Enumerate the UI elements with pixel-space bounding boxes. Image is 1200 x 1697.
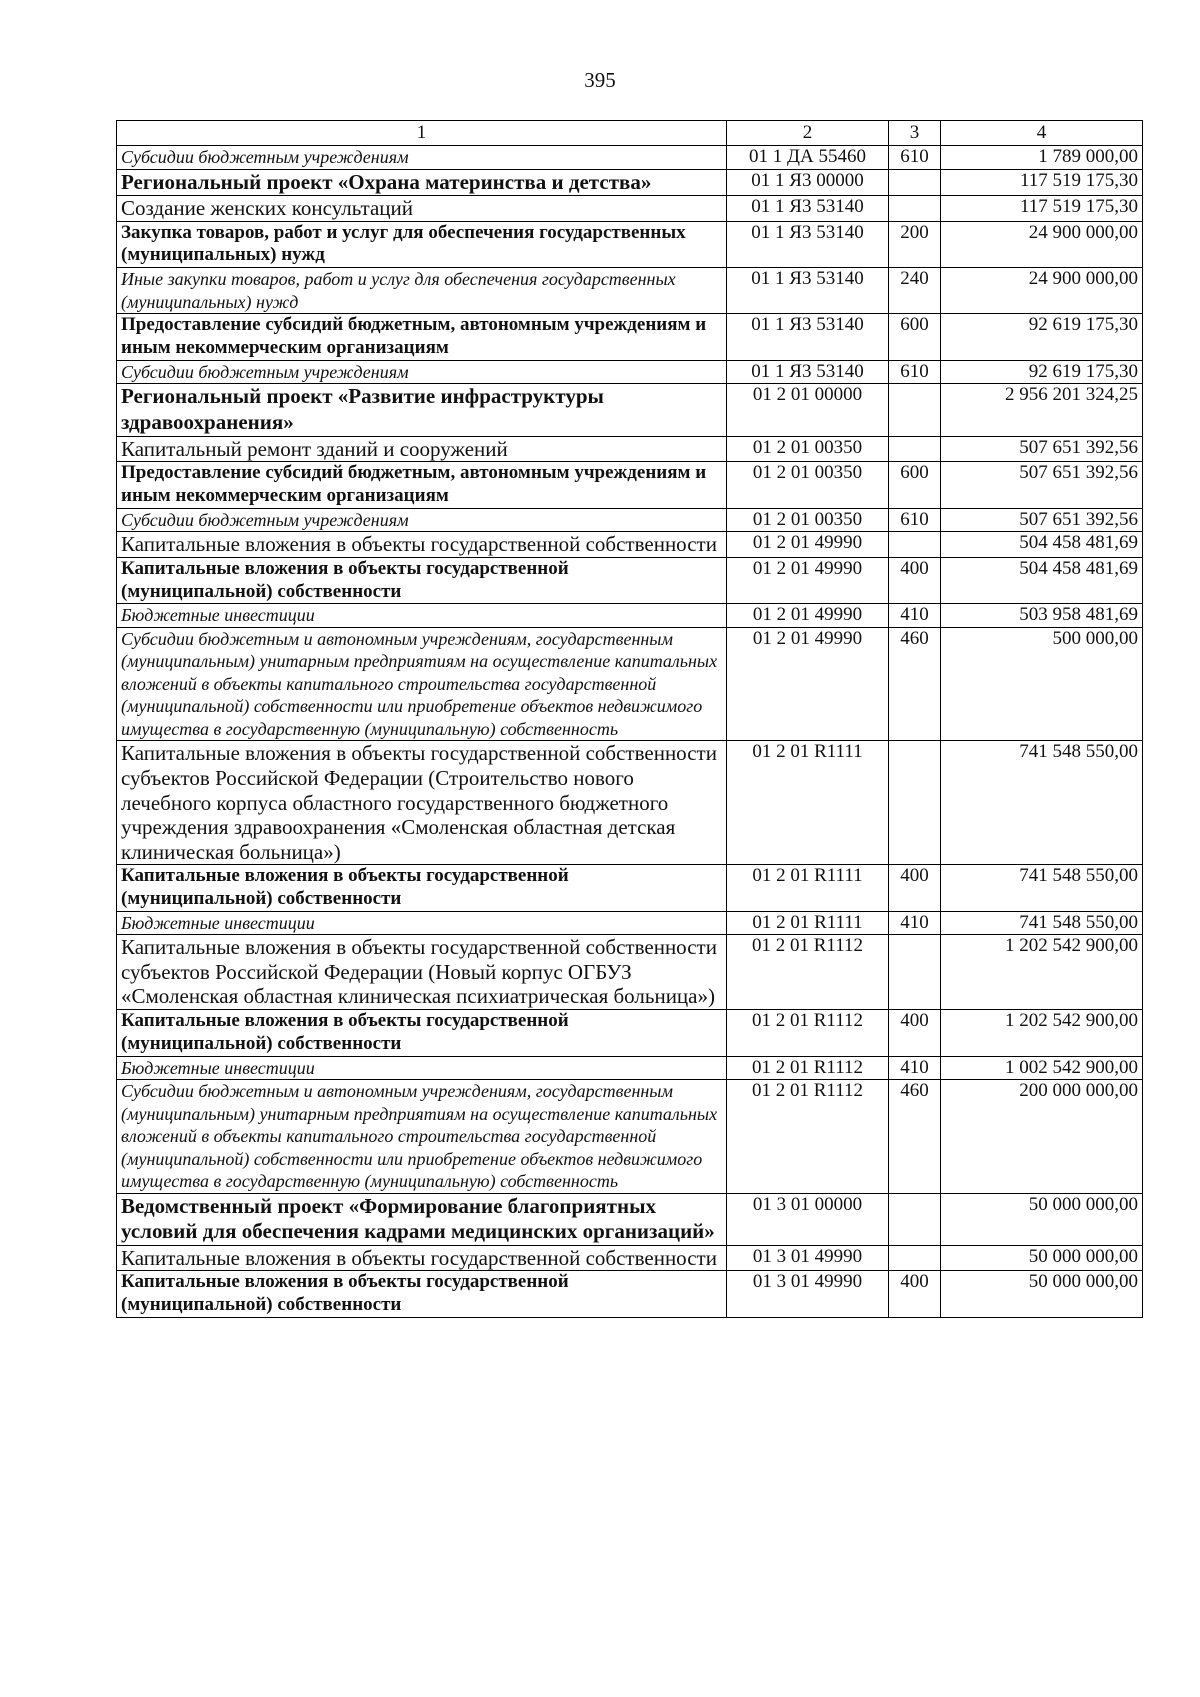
row-expense-type-cell: [889, 384, 941, 436]
row-code-cell: 01 2 01 00000: [727, 384, 889, 436]
row-code-cell: 01 2 01 R1111: [727, 911, 889, 935]
row-name-cell: Закупка товаров, работ и услуг для обеспечения государственных (муниципальных) нужд: [117, 221, 727, 268]
row-expense-type-cell: [889, 169, 941, 196]
row-amount-cell: 92 619 175,30: [941, 314, 1143, 361]
table-row: [117, 557, 1143, 604]
row-amount-cell: 507 651 392,56: [941, 508, 1143, 532]
column-header-code: 2: [727, 121, 889, 146]
table-row: [117, 221, 1143, 268]
row-amount-cell: 1 002 542 900,00: [941, 1056, 1143, 1080]
row-name-cell: Региональный проект «Охрана материнства и детства»: [117, 169, 727, 196]
row-amount-cell: 504 458 481,69: [941, 557, 1143, 604]
row-amount-cell: 200 000 000,00: [941, 1080, 1143, 1194]
row-expense-type-cell: 610: [889, 508, 941, 532]
row-amount-cell: 2 956 201 324,25: [941, 384, 1143, 436]
row-expense-type-cell: 610: [889, 146, 941, 170]
row-code-cell: 01 3 01 49990: [727, 1271, 889, 1318]
row-expense-type-cell: 410: [889, 604, 941, 628]
row-expense-type-cell: 410: [889, 911, 941, 935]
row-code-cell: 01 2 01 R1112: [727, 1009, 889, 1056]
row-expense-type-cell: 460: [889, 627, 941, 741]
row-name-cell: Капитальные вложения в объекты государственной собственности: [117, 1245, 727, 1271]
row-code-cell: 01 1 Я3 53140: [727, 221, 889, 268]
table-row: [117, 268, 1143, 314]
row-expense-type-cell: [889, 935, 941, 1010]
row-code-cell: 01 1 ДА 55460: [727, 146, 889, 170]
row-amount-cell: 507 651 392,56: [941, 436, 1143, 462]
row-expense-type-cell: 460: [889, 1080, 941, 1194]
row-amount-cell: 24 900 000,00: [941, 221, 1143, 268]
row-expense-type-cell: [889, 1193, 941, 1245]
table-row: [117, 627, 1143, 741]
row-name-cell: Создание женских консультаций: [117, 196, 727, 222]
table-body: [117, 146, 1143, 1318]
table-row: [117, 604, 1143, 628]
row-code-cell: 01 2 01 R1111: [727, 741, 889, 865]
row-code-cell: 01 1 Я3 00000: [727, 169, 889, 196]
row-name-cell: Предоставление субсидий бюджетным, автономным учреждениям и иным некоммерческим организациям: [117, 314, 727, 361]
row-name-cell: Капитальные вложения в объекты государственной (муниципальной) собственности: [117, 1009, 727, 1056]
row-amount-cell: 50 000 000,00: [941, 1245, 1143, 1271]
column-header-expense-type: 3: [889, 121, 941, 146]
row-name-cell: Капитальные вложения в объекты государственной (муниципальной) собственности: [117, 865, 727, 912]
table-row: [117, 146, 1143, 170]
row-name-cell: Бюджетные инвестиции: [117, 604, 727, 628]
table-row: [117, 1009, 1143, 1056]
table-row: [117, 169, 1143, 196]
row-name-cell: Субсидии бюджетным учреждениям: [117, 146, 727, 170]
row-amount-cell: 741 548 550,00: [941, 865, 1143, 912]
row-expense-type-cell: 410: [889, 1056, 941, 1080]
table-row: [117, 1193, 1143, 1245]
row-name-cell: Субсидии бюджетным учреждениям: [117, 508, 727, 532]
row-amount-cell: 50 000 000,00: [941, 1193, 1143, 1245]
row-code-cell: 01 2 01 49990: [727, 557, 889, 604]
row-expense-type-cell: [889, 196, 941, 222]
row-name-cell: Субсидии бюджетным учреждениям: [117, 360, 727, 384]
row-expense-type-cell: 600: [889, 314, 941, 361]
table-row: [117, 436, 1143, 462]
row-name-cell: Капитальные вложения в объекты государственной собственности субъектов Российской Федерации (Новый корпус ОГБУЗ «Смоленская областная клиническая психиатрическая больница»): [117, 935, 727, 1010]
table-row: [117, 865, 1143, 912]
row-code-cell: 01 1 Я3 53140: [727, 196, 889, 222]
row-code-cell: 01 2 01 R1112: [727, 935, 889, 1010]
row-name-cell: Бюджетные инвестиции: [117, 1056, 727, 1080]
row-amount-cell: 500 000,00: [941, 627, 1143, 741]
table-row: [117, 462, 1143, 509]
table-row: [117, 741, 1143, 865]
column-header-amount: 4: [941, 121, 1143, 146]
row-code-cell: 01 3 01 49990: [727, 1245, 889, 1271]
row-name-cell: Капитальные вложения в объекты государственной собственности: [117, 532, 727, 558]
table-row: [117, 360, 1143, 384]
table-row: [117, 384, 1143, 436]
row-expense-type-cell: [889, 1245, 941, 1271]
row-name-cell: Субсидии бюджетным и автономным учреждениям, государственным (муниципальным) унитарным предприятиям на осуществление капитальных вложений в объекты капитального строительства государственной (муниципальной) собственности или приобретение объектов недвижимого имущества в государственную (муниципальную) собственность: [117, 627, 727, 741]
row-amount-cell: 117 519 175,30: [941, 169, 1143, 196]
row-amount-cell: 741 548 550,00: [941, 911, 1143, 935]
row-amount-cell: 503 958 481,69: [941, 604, 1143, 628]
row-expense-type-cell: 400: [889, 1009, 941, 1056]
table-row: [117, 1245, 1143, 1271]
row-amount-cell: 504 458 481,69: [941, 532, 1143, 558]
row-name-cell: Ведомственный проект «Формирование благоприятных условий для обеспечения кадрами медицинских организаций»: [117, 1193, 727, 1245]
row-amount-cell: 1 789 000,00: [941, 146, 1143, 170]
row-name-cell: Капитальный ремонт зданий и сооружений: [117, 436, 727, 462]
row-expense-type-cell: 200: [889, 221, 941, 268]
table-row: [117, 314, 1143, 361]
row-name-cell: Субсидии бюджетным и автономным учреждениям, государственным (муниципальным) унитарным предприятиям на осуществление капитальных вложений в объекты капитального строительства государственной (муниципальной) собственности или приобретение объектов недвижимого имущества в государственную (муниципальную) собственность: [117, 1080, 727, 1194]
row-code-cell: 01 2 01 49990: [727, 532, 889, 558]
table-header-row: [117, 121, 1143, 146]
row-code-cell: 01 1 Я3 53140: [727, 314, 889, 361]
column-header-name: 1: [117, 121, 727, 146]
row-name-cell: Иные закупки товаров, работ и услуг для обеспечения государственных (муниципальных) нужд: [117, 268, 727, 314]
row-code-cell: 01 1 Я3 53140: [727, 268, 889, 314]
row-amount-cell: 92 619 175,30: [941, 360, 1143, 384]
row-name-cell: Капитальные вложения в объекты государственной собственности субъектов Российской Федерации (Строительство нового лечебного корпуса областного государственного бюджетного учреждения здравоохранения «Смоленская областная детская клиническая больница»): [117, 741, 727, 865]
row-expense-type-cell: 400: [889, 1271, 941, 1318]
row-amount-cell: 1 202 542 900,00: [941, 935, 1143, 1010]
row-amount-cell: 1 202 542 900,00: [941, 1009, 1143, 1056]
row-code-cell: 01 3 01 00000: [727, 1193, 889, 1245]
row-name-cell: Капитальные вложения в объекты государственной (муниципальной) собственности: [117, 557, 727, 604]
row-code-cell: 01 2 01 49990: [727, 604, 889, 628]
row-expense-type-cell: [889, 532, 941, 558]
table-row: [117, 1056, 1143, 1080]
row-name-cell: Бюджетные инвестиции: [117, 911, 727, 935]
row-expense-type-cell: 400: [889, 865, 941, 912]
row-name-cell: Предоставление субсидий бюджетным, автономным учреждениям и иным некоммерческим организациям: [117, 462, 727, 509]
row-name-cell: Капитальные вложения в объекты государственной (муниципальной) собственности: [117, 1271, 727, 1318]
table-row: [117, 532, 1143, 558]
row-code-cell: 01 2 01 00350: [727, 462, 889, 509]
row-code-cell: 01 1 Я3 53140: [727, 360, 889, 384]
row-name-cell: Региональный проект «Развитие инфраструктуры здравоохранения»: [117, 384, 727, 436]
row-code-cell: 01 2 01 R1111: [727, 865, 889, 912]
row-expense-type-cell: 400: [889, 557, 941, 604]
row-code-cell: 01 2 01 49990: [727, 627, 889, 741]
budget-table: [116, 120, 1143, 1318]
table-row: [117, 1271, 1143, 1318]
row-expense-type-cell: [889, 741, 941, 865]
row-code-cell: 01 2 01 R1112: [727, 1056, 889, 1080]
row-amount-cell: 117 519 175,30: [941, 196, 1143, 222]
row-expense-type-cell: [889, 436, 941, 462]
row-amount-cell: 741 548 550,00: [941, 741, 1143, 865]
row-expense-type-cell: 610: [889, 360, 941, 384]
table-row: [117, 508, 1143, 532]
table-row: [117, 935, 1143, 1010]
table-row: [117, 911, 1143, 935]
row-code-cell: 01 2 01 R1112: [727, 1080, 889, 1194]
row-expense-type-cell: 600: [889, 462, 941, 509]
row-code-cell: 01 2 01 00350: [727, 508, 889, 532]
row-amount-cell: 507 651 392,56: [941, 462, 1143, 509]
row-code-cell: 01 2 01 00350: [727, 436, 889, 462]
row-amount-cell: 50 000 000,00: [941, 1271, 1143, 1318]
table-row: [117, 196, 1143, 222]
table-row: [117, 1080, 1143, 1194]
row-expense-type-cell: 240: [889, 268, 941, 314]
row-amount-cell: 24 900 000,00: [941, 268, 1143, 314]
page-number: 395: [584, 68, 616, 92]
